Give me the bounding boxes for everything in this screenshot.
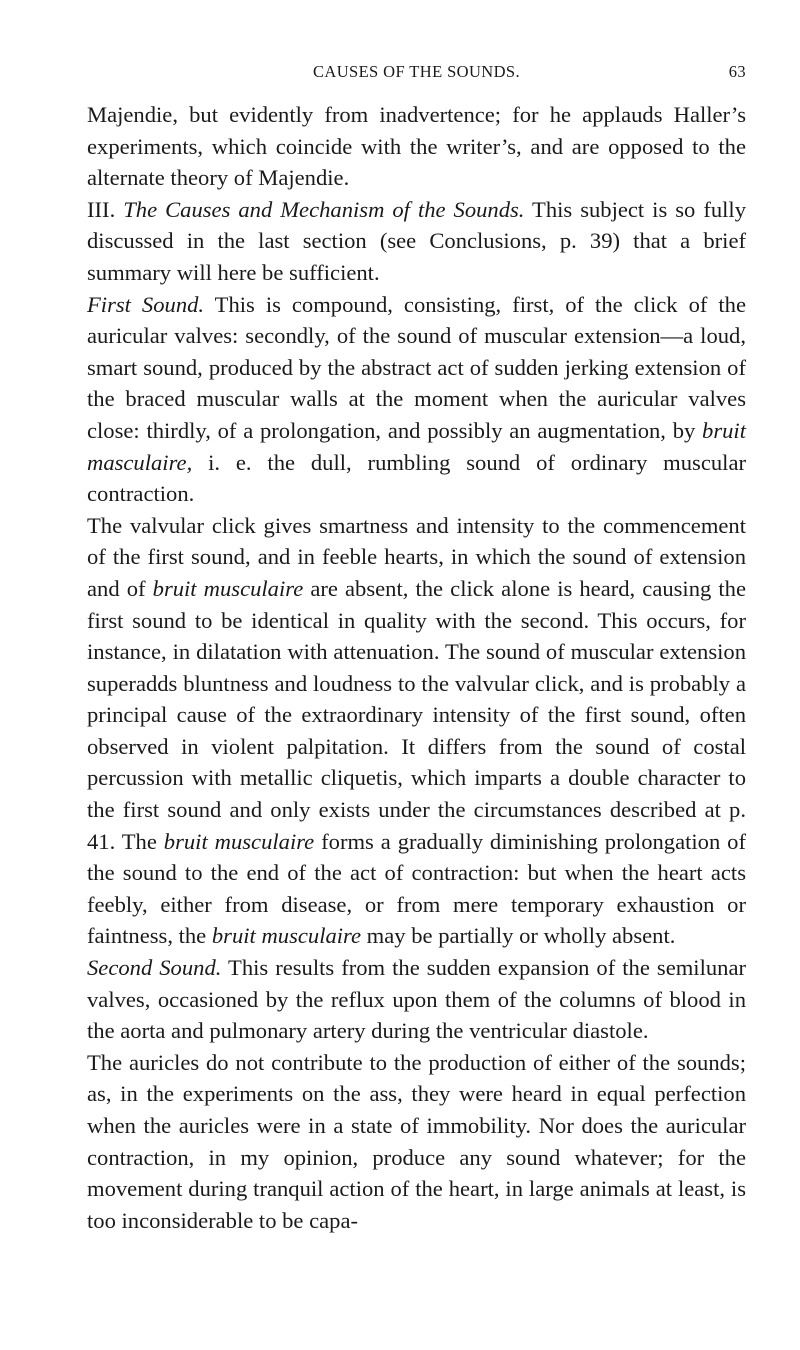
paragraph [87, 952, 746, 1047]
italic-term: bruit masculaire, [87, 417, 746, 475]
page-number: 63 [728, 62, 746, 81]
subsection-heading: Second Sound. [87, 955, 222, 981]
page-body [87, 99, 746, 1236]
text-run: i. e. the dull, rumbling sound of ordinary muscular contraction. [87, 449, 746, 507]
italic-term: bruit musculaire [163, 828, 315, 854]
text-run: III. [87, 196, 124, 222]
italic-term: bruit musculaire [211, 923, 362, 949]
text-run: are absent, the click alone is heard, causing the first sound to be identical in quality with the second. This occurs, for instance, in dilatation with attenuation. The sound of muscular extension superadds bluntness and loudness to the valvular click, and is probably a principal cause of the extraordinary intensity of the first sound, often observed in violent palpitation. It differs from the sound of costal percussion with metallic cliquetis, which imparts a double character to the first sound and only exists under the circumstances described at p. 41. The [87, 575, 747, 854]
paragraph [87, 99, 746, 194]
text-run: The auricles do not contribute to the production of either of the sounds; as, in the experiments on the ass, they were heard in equal perfection when the auricles were in a state of immobility. Nor does the auricular contraction, in my opinion, produce any sound whatever; for the movement during tranquil action of the heart, in large animals at least, is too inconsiderable to be capa- [87, 1049, 746, 1233]
text-run: The valvular click gives smartness and intensity to the commencement of the first sound, and in feeble hearts, in which the sound of extension and of [87, 512, 746, 601]
text-run: This results from the sudden expansion of the semilunar valves, occasioned by the reflux upon them of the columns of blood in the aorta and pulmonary artery during the ventricular diastole. [87, 955, 746, 1044]
section-heading: The Causes and Mechanism of the Sounds. [123, 196, 525, 222]
subsection-heading: First Sound. [87, 291, 205, 317]
paragraph [87, 289, 746, 510]
text-run: Majendie, but evidently from inadvertence; for he applauds Haller’s experiments, which coincide with the writer’s, and are opposed to the alternate theory of Majendie. [87, 102, 746, 191]
text-run: forms a gradually diminishing prolongation of the sound to the end of the act of contraction: but when the heart acts feebly, either from disease, or from mere temporary exhaustion or faintness, the [87, 828, 746, 949]
text-run: This subject is so fully discussed in the last section (see Conclusions, p. 39) that a brief summary will here be sufficient. [87, 196, 746, 285]
paragraph [87, 194, 746, 289]
text-run: This is compound, consisting, first, of the click of the auricular valves: secondly, of the sound of muscular extension—a loud, smart sound, produced by the abstract act of sudden jerking extension of the braced muscular walls at the moment when the auricular valves close: thirdly, of a prolongation, and possibly an augmentation, by [87, 291, 746, 443]
italic-term: bruit musculaire [152, 575, 304, 601]
running-title: CAUSES OF THE SOUNDS. [312, 62, 521, 81]
page-header [87, 62, 746, 86]
paragraph [87, 510, 746, 952]
paragraph [87, 1047, 746, 1237]
text-run: may be partially or wholly absent. [361, 923, 676, 949]
